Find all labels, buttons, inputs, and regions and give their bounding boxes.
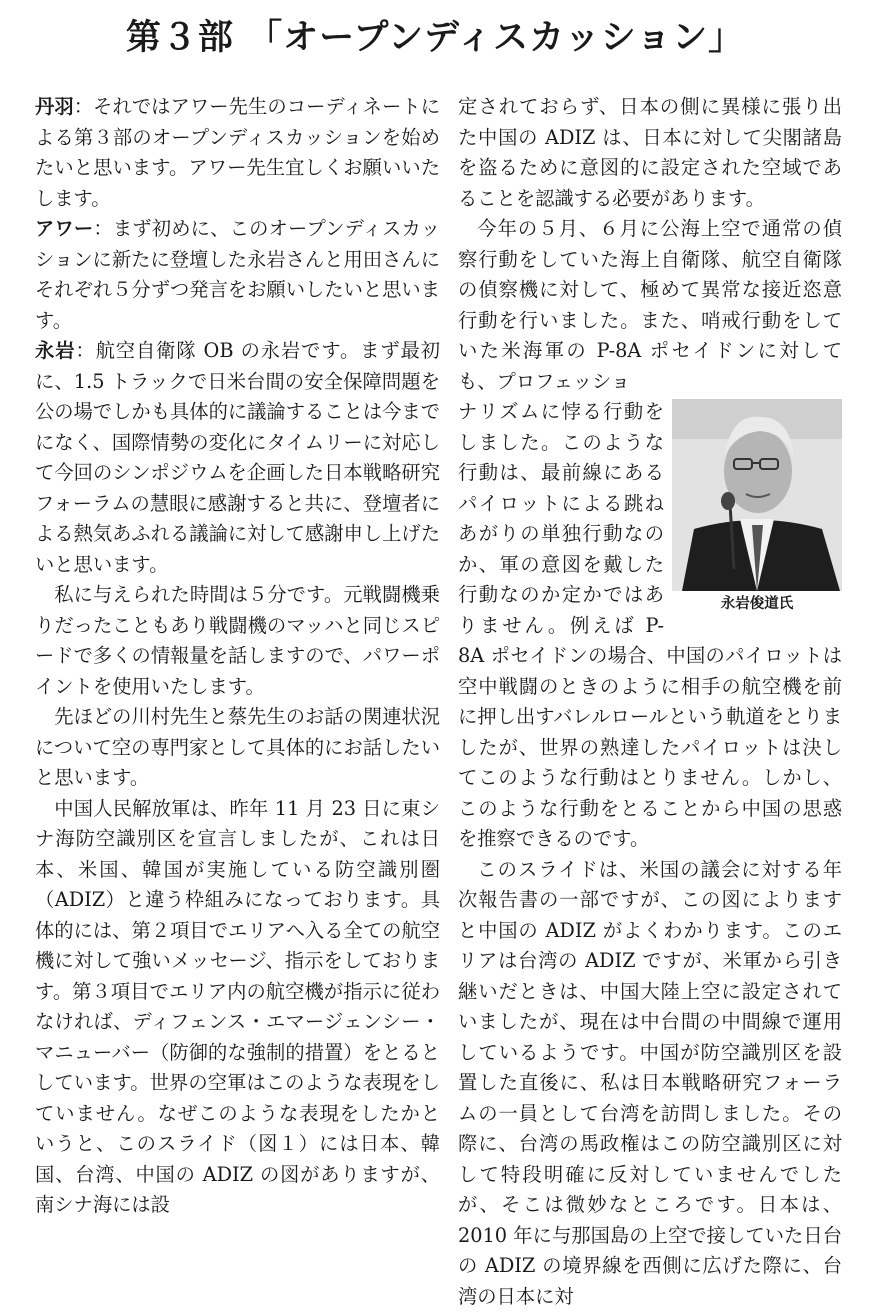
speaker-photo-figure [672,399,842,614]
photo-caption: 永岩俊道氏 [672,594,842,614]
paragraph-text: 私に与えられた時間は５分です。元戦闘機乗りだったこともあり戦闘機のマッハと同じスピードで多くの情報量を話しますので、パワーポイントを使用いたします。 [35,580,440,702]
paragraph-text: 定されておらず、日本の側に異様に張り出た中国の ADIZ は、日本に対して尖閣諸島を盗るために意図的に設定された空域であることを認識する必要があります。 [458,92,842,214]
paragraph-text: 先ほどの川村先生と蔡先生のお話の関連状況について空の専門家として具体的にお話したいと思います。 [35,702,440,794]
paragraph-niwa [35,92,440,214]
paragraph-auer [35,214,440,336]
speaker-label: 丹羽 [35,95,74,118]
paragraph-nagaiwa [35,336,440,580]
paragraph-text: このスライドは、米国の議会に対する年次報告書の一部ですが、この図によりますと中国の ADIZ がよくわかります。このエリアは台湾の ADIZ ですが、米軍から引き継いだときは、中国大陸上空に設定されていましたが、現在は中台間の中間線で運用しているようです。中国が防空識別区を設置した直後に、私は日本戦略研究フォーラムの一員として台湾を訪問しました。その際に、台湾の馬政権はこの防空識別区に対して特段明確に反対していませんでしたが、そこは微妙なところです。日本は、2010 年に与那国島の上空で接していた日台の ADIZ の境界線を西側に広げた際に、台湾の日本に対 [458,855,842,1312]
paragraph-text: 中国人民解放軍は、昨年 11 月 23 日に東シナ海防空識別区を宣言しましたが、これは日本、米国、韓国が実施している防空識別圏（ADIZ）と違う枠組みになっております。具体的には、第２項目でエリアへ入る全ての航空機に対して強いメッセージ、指示をしております。第３項目でエリア内の航空機が指示に従わなければ、ディフェンス・エマージェンシー・マニューバー（防御的な強制的措置）をとるとしています。世界の空軍はこのような表現をしていません。なぜこのような表現をしたかというと、このスライド（図１）には日本、韓国、台湾、中国の ADIZ の図がありますが、南シナ海には設 [35,794,440,1221]
left-column [35,92,440,1221]
right-column [458,92,842,1312]
paragraph-text: ：まず初めに、このオープンディスカッションに新たに登壇した永岩さんと用田さんにそれぞれ５分ずつ発言をお願いしたいと思います。 [35,217,440,332]
paragraph-text: ：それではアワー先生のコーディネートによる第３部のオープンディスカッションを始めたいと思います。アワー先生宜しくお願いいたします。 [35,95,440,210]
speaker-photo [672,399,842,591]
paragraph-text: 今年の５月、６月に公海上空で通常の偵察行動をしていた海上自衛隊、航空自衛隊の偵察機に対して、極めて異常な接近恣意行動を行いました。また、哨戒行動をしていた米海軍の P-8A ポセイドンに対しても、プロフェッショ [458,214,842,397]
speaker-label: アワー [35,217,93,240]
speaker-label: 永岩 [35,339,75,362]
paragraph-text: ：航空自衛隊 OB の永岩です。まず最初に、1.5 トラックで日米台間の安全保障問題を公の場でしかも具体的に議論することは今までになく、国際情勢の変化にタイムリーに対応して今回のシンポジウムを企画した日本戦略研究フォーラムの慧眼に感謝すると共に、登壇者による熱気あふれる議論に対して感謝申し上げたいと思います。 [35,339,440,576]
section-title: 第３部 「オープンディスカッション」 [0,10,870,60]
portrait-image [672,399,842,591]
paragraph-text: ナリズムに悖る行動をしました。このような行動は、最前線にあるパイロットによる跳ねあがりの単独行動なのか、軍の意図を戴した行動なのか定かではありません。例えば P-8A ポセイドンの場合、中国のパイロットは空中戦闘のときのように相手の航空機を前に押し出すバレルロールという軌道をとりましたが、世界の熟達したパイロットは決してこのような行動はとりません。しかし、このような行動をとることから中国の思惑を推察できるのです。 [458,397,842,855]
